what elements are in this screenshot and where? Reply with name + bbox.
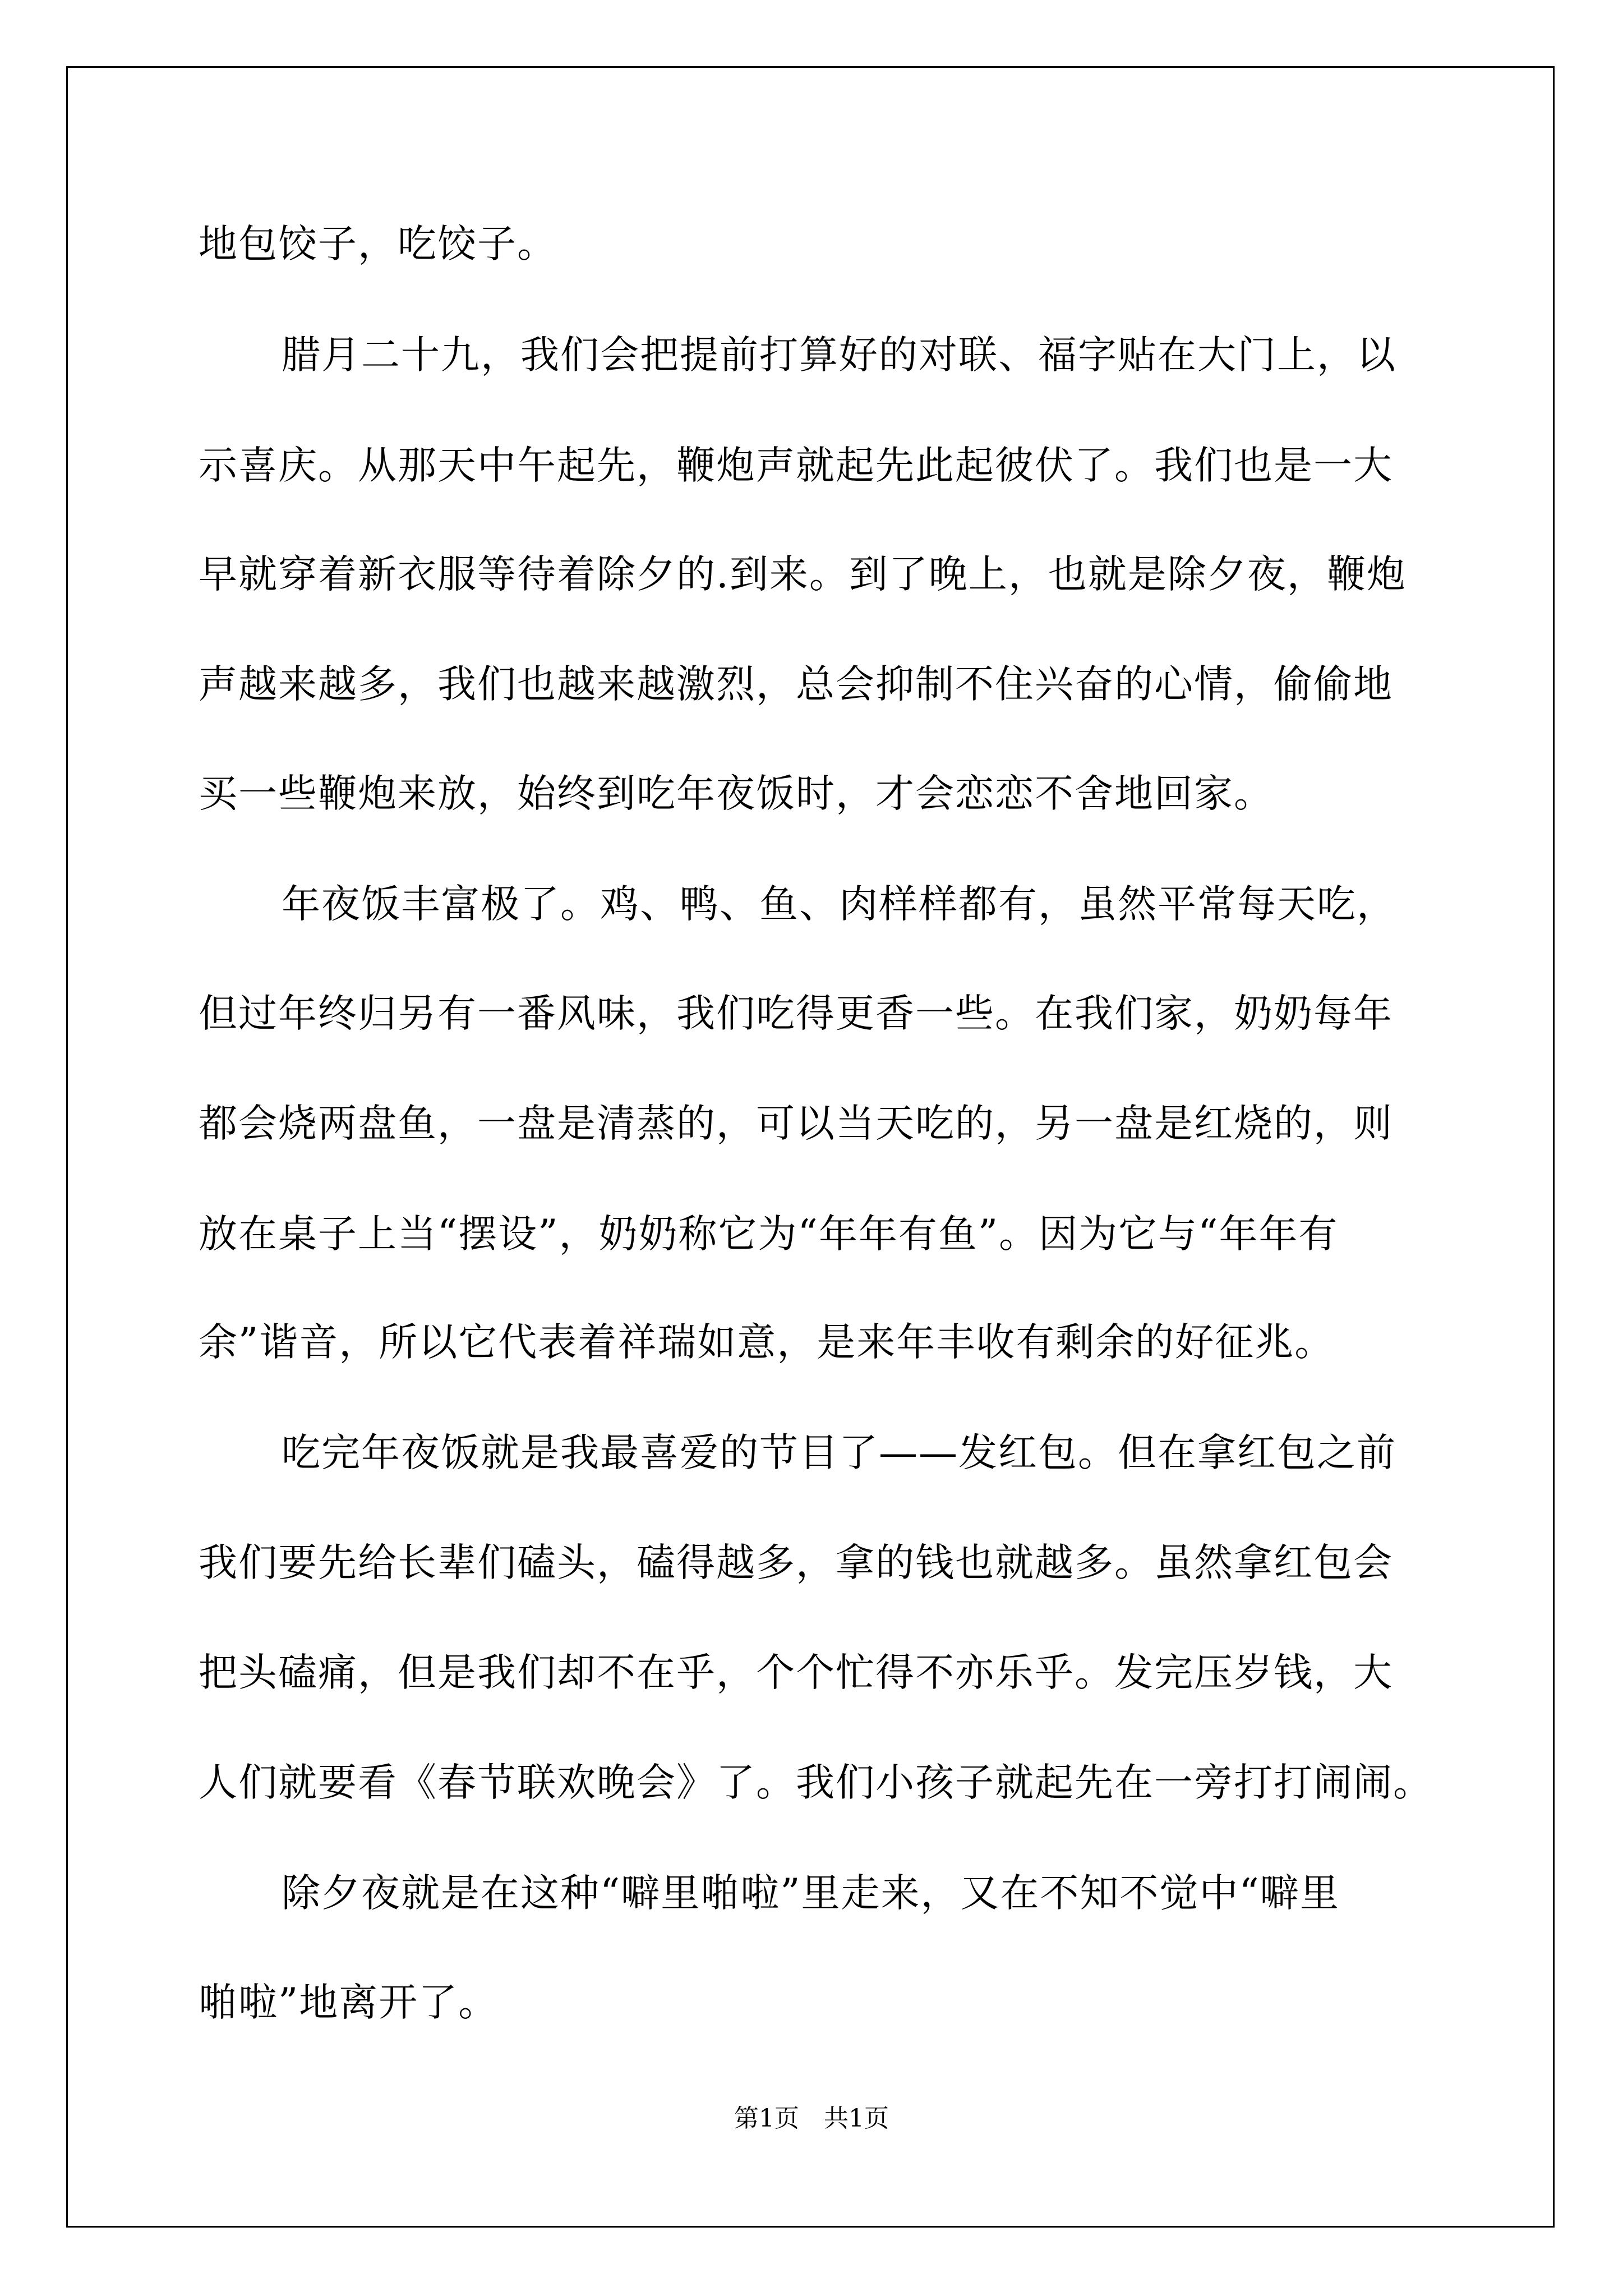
- body-text-line: 但过年终归另有一番风味，我们吃得更香一些。在我们家，奶奶每年: [199, 991, 1393, 1036]
- body-text-line: 早就穿着新衣服等待着除夕的.到来。到了晚上，也就是除夕夜，鞭炮: [199, 552, 1407, 597]
- body-text-line: 买一些鞭炮来放，始终到吃年夜饭时，才会恋恋不舍地回家。: [199, 771, 1274, 816]
- page-number-footer: 第1页 共1页: [734, 2104, 889, 2133]
- body-text-line: 余”谐音，所以它代表着祥瑞如意，是来年丰收有剩余的好征兆。: [199, 1320, 1335, 1365]
- paragraph-first-line: 年夜饭丰富极了。鸡、鸭、鱼、肉样样都有，虽然平常每天吃，: [282, 882, 1396, 927]
- paragraph-first-line: 吃完年夜饭就是我最喜爱的节目了——发红包。但在拿红包之前: [282, 1430, 1396, 1475]
- body-text-line: 都会烧两盘鱼，一盘是清蒸的，可以当天吃的，另一盘是红烧的，则: [199, 1101, 1393, 1146]
- body-text-line: 声越来越多，我们也越来越激烈，总会抑制不住兴奋的心情，偷偷地: [199, 662, 1393, 707]
- body-text-line: 把头磕痛，但是我们却不在乎，个个忙得不亦乐乎。发完压岁钱，大: [199, 1650, 1393, 1695]
- paragraph-first-line: 除夕夜就是在这种“噼里啪啦”里走来，又在不知不觉中“噼里: [282, 1871, 1340, 1916]
- body-text-line: 地包饺子，吃饺子。: [199, 222, 557, 266]
- body-text-line: 啪啦”地离开了。: [199, 1980, 499, 2025]
- body-text-line: 放在桌子上当“摆设”，奶奶称它为“年年有鱼”。因为它与“年年有: [199, 1212, 1339, 1257]
- body-text-line: 我们要先给长辈们磕头，磕得越多，拿的钱也就越多。虽然拿红包会: [199, 1540, 1393, 1585]
- body-text-line: 示喜庆。从那天中午起先，鞭炮声就起先此起彼伏了。我们也是一大: [199, 443, 1393, 488]
- paragraph-first-line: 腊月二十九，我们会把提前打算好的对联、福字贴在大门上，以: [282, 333, 1396, 378]
- body-text-line: 人们就要看《春节联欢晚会》了。我们小孩子就起先在一旁打打闹闹。: [199, 1760, 1433, 1805]
